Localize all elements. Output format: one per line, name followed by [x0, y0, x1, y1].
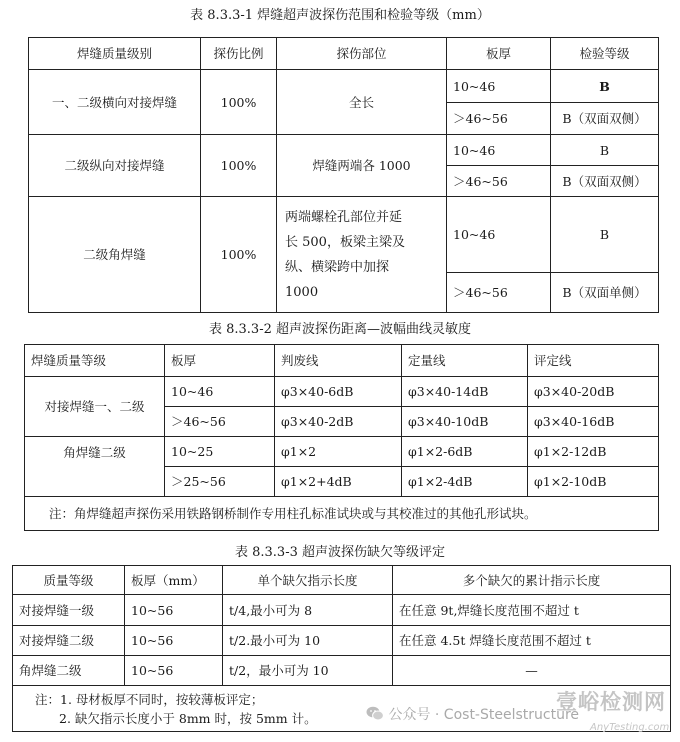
table2-caption: 表 8.3.3-2 超声波探伤距离—波幅曲线灵敏度 [208, 322, 471, 337]
table3-header-cell: 单个缺欠指示长度 [223, 566, 393, 595]
table2-header-cell: 板厚 [165, 345, 275, 377]
table2-header-cell: 定量线 [402, 345, 528, 377]
thickness-cell: 10~46 [447, 135, 551, 166]
thickness-cell: 10~46 [165, 377, 275, 407]
table-row [29, 135, 659, 166]
thickness-cell: ＞25~56 [165, 467, 275, 497]
part-line: 两端螺栓孔部位并延 [285, 209, 403, 225]
inspection-ratio-cell: 100% [201, 135, 277, 197]
evaluate-line-cell: φ1×2-10dB [528, 467, 659, 497]
table1-header-cell: 探伤比例 [201, 38, 277, 70]
table-row [29, 70, 659, 103]
single-defect-cell: t/4,最小可为 8 [223, 595, 393, 626]
table-row [13, 595, 671, 626]
weld-grade-cell: 对接焊缝一、二级 [25, 377, 165, 437]
table2-note: 注：角焊缝超声探伤采用铁路钢桥制作专用柱孔标准试块或与其校准过的其他孔形试块。 [25, 497, 659, 531]
quality-grade-cell: 对接焊缝一级 [13, 595, 125, 626]
thickness-cell: 10~56 [125, 595, 223, 626]
watermark-wechat-text: 公众号 · Cost-Steelstructure [388, 707, 580, 723]
table2-header-cell: 判废线 [275, 345, 402, 377]
table-row [29, 197, 659, 273]
inspection-level-cell: B（双面单侧） [551, 273, 659, 313]
inspection-level-cell: B（双面双侧） [551, 103, 659, 135]
table1-header-cell: 焊缝质量级别 [29, 38, 201, 70]
thickness-cell: ＞46~56 [165, 407, 275, 437]
note-line: 2. 缺欠指示长度小于 8mm 时，按 5mm 计。 [59, 710, 317, 726]
table-row [13, 626, 671, 656]
quantify-line-cell: φ3×40-14dB [402, 377, 528, 407]
table3-header-row [13, 566, 671, 595]
quality-grade-cell: 角焊缝二级 [13, 656, 125, 686]
table2-header-cell: 评定线 [528, 345, 659, 377]
inspection-ratio-cell: 100% [201, 197, 277, 313]
inspection-part-cell: 全长 [277, 70, 447, 135]
quantify-line-cell: φ3×40-10dB [402, 407, 528, 437]
evaluate-line-cell: φ3×40-20dB [528, 377, 659, 407]
evaluate-line-cell: φ1×2-12dB [528, 437, 659, 467]
part-line: 纵、横梁跨中加探 [285, 259, 390, 275]
thickness-cell: ＞46~56 [447, 273, 551, 313]
table3-caption: 表 8.3.3-3 超声波探伤缺欠等级评定 [234, 545, 445, 560]
table1 [28, 37, 659, 313]
evaluate-line-cell: φ3×40-16dB [528, 407, 659, 437]
thickness-cell: ＞46~56 [447, 166, 551, 197]
single-defect-cell: t/2.最小可为 10 [223, 626, 393, 656]
quantify-line-cell: φ1×2-4dB [402, 467, 528, 497]
inspection-level-cell: B（双面双侧） [551, 166, 659, 197]
weld-grade-cell: 二级角焊缝 [29, 197, 201, 313]
table2-header-cell: 焊缝质量等级 [25, 345, 165, 377]
thickness-cell: 10~25 [165, 437, 275, 467]
thickness-cell: 10~46 [447, 70, 551, 103]
reject-line-cell: φ1×2+4dB [275, 467, 402, 497]
table2 [24, 344, 659, 531]
inspection-level-cell: B [551, 135, 659, 166]
table2-header-row [25, 345, 659, 377]
table1-header-cell: 板厚 [447, 38, 551, 70]
inspection-part-cell: 焊缝两端各 1000 [277, 135, 447, 197]
quality-grade-cell: 对接焊缝二级 [13, 626, 125, 656]
reject-line-cell: φ3×40-6dB [275, 377, 402, 407]
inspection-level-cell: B [551, 70, 659, 103]
weld-grade-cell: 二级纵向对接焊缝 [29, 135, 201, 197]
thickness-cell: ＞46~56 [447, 103, 551, 135]
thickness-cell: 10~46 [447, 197, 551, 273]
table3-header-cell: 质量等级 [13, 566, 125, 595]
reject-line-cell: φ3×40-2dB [275, 407, 402, 437]
reject-line-cell: φ1×2 [275, 437, 402, 467]
weld-grade-cell: 一、二级横向对接焊缝 [29, 70, 201, 135]
table1-header-cell: 探伤部位 [277, 38, 447, 70]
inspection-ratio-cell: 100% [201, 70, 277, 135]
thickness-cell: 10~56 [125, 626, 223, 656]
inspection-level-cell: B [551, 197, 659, 273]
weld-grade-cell: 角焊缝二级 [25, 437, 165, 497]
multi-defect-cell: 在任意 9t,焊缝长度范围不超过 t [393, 595, 671, 626]
table-row [25, 377, 659, 407]
single-defect-cell: t/2，最小可为 10 [223, 656, 393, 686]
inspection-part-cell [277, 197, 447, 313]
table3-header-cell: 多个缺欠的累计指示长度 [393, 566, 671, 595]
multi-defect-cell: — [393, 656, 671, 686]
table1-header-cell: 检验等级 [551, 38, 659, 70]
note-line: 注：1. 母材板厚不同时，按较薄板评定； [35, 691, 264, 707]
watermark-site-en: AnyTesting.com [590, 722, 670, 733]
table2-note-row [25, 497, 659, 531]
quantify-line-cell: φ1×2-6dB [402, 437, 528, 467]
watermark-wechat [366, 704, 579, 724]
table-row [13, 656, 671, 686]
table1-caption: 表 8.3.3-1 焊缝超声波探伤范围和检验等级（mm） [190, 8, 490, 23]
watermark-site: 壹峪检测网 [556, 690, 666, 714]
thickness-cell: 10~56 [125, 656, 223, 686]
table-row [25, 437, 659, 467]
part-line: 长 500，板梁主梁及 [285, 234, 405, 250]
table3-header-cell: 板厚（mm） [125, 566, 223, 595]
multi-defect-cell: 在任意 4.5t 焊缝长度范围不超过 t [393, 626, 671, 656]
wechat-icon [366, 706, 384, 721]
part-line: 1000 [285, 284, 319, 300]
table1-header-row [29, 38, 659, 70]
